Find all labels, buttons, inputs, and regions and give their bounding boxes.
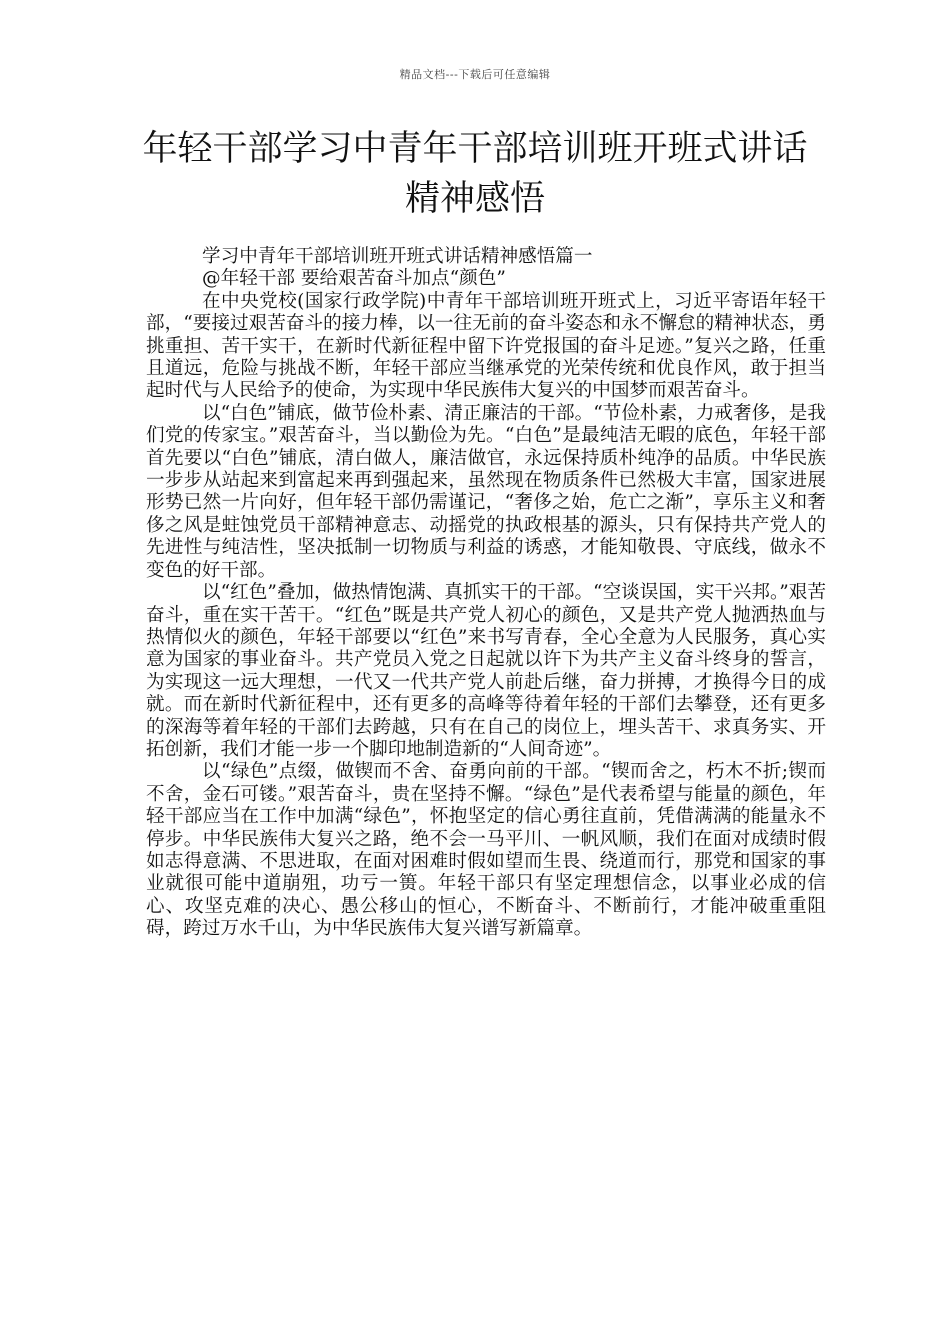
document-body: [146, 246, 826, 941]
paragraph-red: 以“红色”叠加，做热情饱满、真抓实干的干部。“空谈误国，实干兴邦。”艰苦奋斗，重在实干苦干。“红色”既是共产党人初心的颜色，又是共产党人抛洒热血与热情似火的颜色，年轻干部要以“红色”来书写青春，全心全意为人民服务，真心实意为国家的事业奋斗。共产党员入党之日起就以许下为共产主义奋斗终身的誓言，为实现这一远大理想，一代又一代共产党人前赴后继，奋力拼搏，才换得今日的成就。而在新时代新征程中，还有更多的高峰等待着年轻的干部们去攀登，还有更多的深海等着年轻的干部们去跨越，只有在自己的岗位上，埋头苦干、求真务实、开拓创新，我们才能一步一个脚印地制造新的“人间奇迹”。: [146, 582, 826, 760]
paragraph-intro: 在中央党校(国家行政学院)中青年干部培训班开班式上，习近平寄语年轻干部，“要接过艰苦奋斗的接力棒，以一往无前的奋斗姿态和永不懈怠的精神状态，勇挑重担、苦干实干，在新时代新征程中留下许党报国的奋斗足迹。”复兴之路，任重且道远，危险与挑战不断，年轻干部应当继承党的光荣传统和优良作风，敢于担当起时代与人民给予的使命，为实现中华民族伟大复兴的中国梦而艰苦奋斗。: [146, 290, 826, 402]
paragraph-white: 以“白色”铺底，做节俭朴素、清正廉洁的干部。“节俭朴素，力戒奢侈，是我们党的传家宝。”艰苦奋斗，当以勤俭为先。“白色”是最纯洁无暇的底色，年轻干部首先要以“白色”铺底，清白做人，廉洁做官，永远保持质朴纯净的品质。中华民族一步步从站起来到富起来再到强起来，虽然现在物质条件已然极大丰富，国家进展形势已然一片向好，但年轻干部仍需谨记，“奢侈之始，危亡之渐”，享乐主义和奢侈之风是蛀蚀党员干部精神意志、动摇党的执政根基的源头，只有保持共产党人的先进性与纯洁性，坚决抵制一切物质与利益的诱惑，才能知敬畏、守底线，做永不变色的好干部。: [146, 402, 826, 581]
header-note: 精品文档---下载后可任意编辑: [399, 68, 551, 81]
paragraph-green: 以“绿色”点缀，做锲而不舍、奋勇向前的干部。“锲而舍之，朽木不折;锲而不舍，金石可镂。”艰苦奋斗，贵在坚持不懈。“绿色”是代表希望与能量的颜色，年轻干部应当在工作中加满“绿色”，怀抱坚定的信心勇往直前，凭借满满的能量永不停步。中华民族伟大复兴之路，绝不会一马平川、一帆风顺，我们在面对成绩时假如志得意满、不思进取，在面对困难时假如望而生畏、绕道而行，那党和国家的事业就很可能中道崩殂，功亏一篑。年轻干部只有坚定理想信念，以事业必成的信心、攻坚克难的决心、愚公移山的恒心，不断奋斗、不断前行，才能冲破重重阻碍，跨过万水千山，为中华民族伟大复兴谱写新篇章。: [146, 761, 826, 940]
section-heading: 学习中青年干部培训班开班式讲话精神感悟篇一: [202, 246, 593, 267]
section-subheading: @年轻干部 要给艰苦奋斗加点“颜色”: [202, 268, 506, 290]
document-title: 年轻干部学习中青年干部培训班开班式讲话精神感悟: [142, 129, 808, 219]
